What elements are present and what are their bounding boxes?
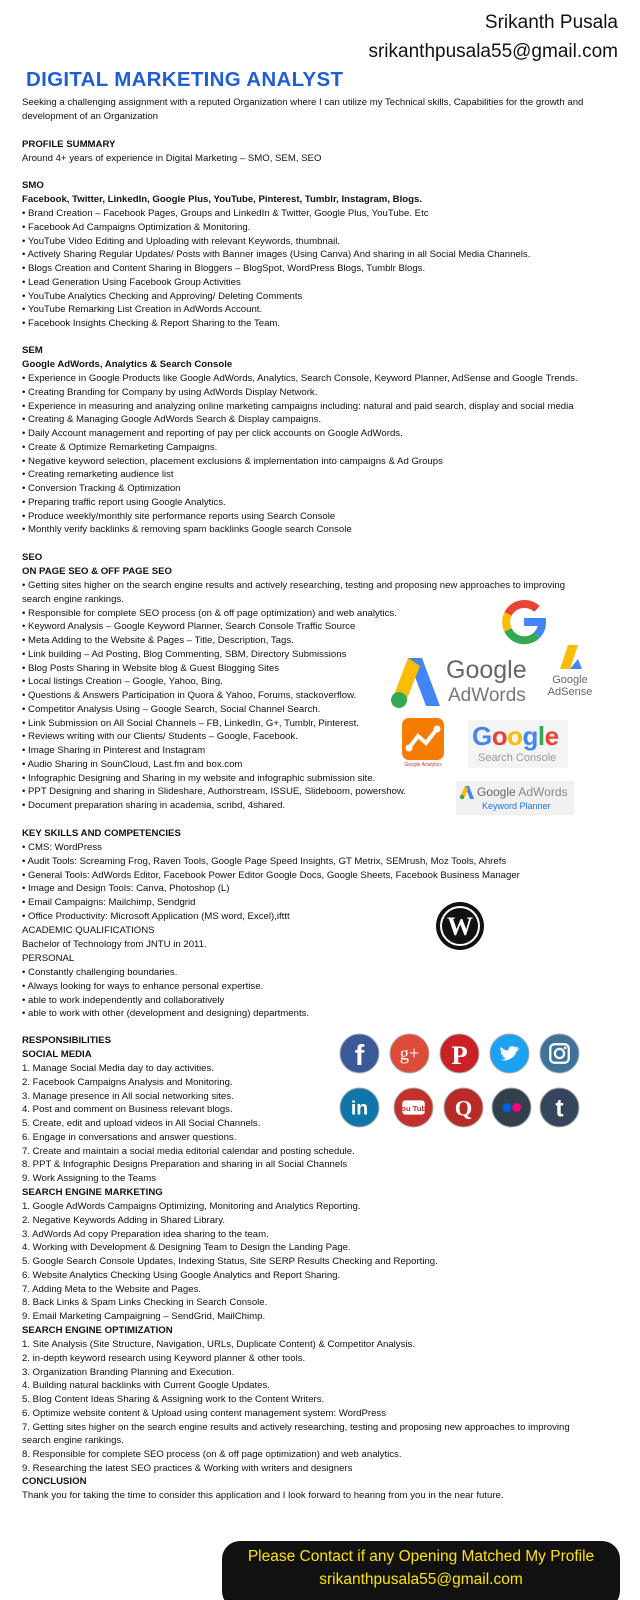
personal-item: • able to work independently and collaboratively bbox=[22, 994, 225, 1006]
contact-footer-banner bbox=[222, 1541, 620, 1600]
google-search-console-logo bbox=[468, 720, 568, 768]
seo-responsibility-item: 1. Site Analysis (Site Structure, Navigation, URLs, Duplicate Content) & Competitor Analysis. bbox=[22, 1339, 415, 1350]
google-adsense-logo bbox=[544, 643, 596, 701]
seo-item: search engine rankings. bbox=[22, 593, 124, 605]
seo-responsibility-item: 7. Getting sites higher on the search engine results and actively researching, testing and proposing new approaches to improving bbox=[22, 1421, 570, 1433]
social-media-item: 5. Create, edit and upload videos in All Social Channels. bbox=[22, 1118, 261, 1129]
footer-email[interactable]: srikanthpusala55@gmail.com bbox=[319, 1571, 523, 1588]
search-console-word-google: Google bbox=[472, 721, 559, 751]
personal-item: • able to work with other (development and designing) departments. bbox=[22, 1008, 310, 1020]
sem-responsibility-item: 3. AdWords Ad copy Preparation idea sharing to the team. bbox=[22, 1228, 269, 1240]
sem-responsibility-item: 6. Website Analytics Checking Using Google Analytics and Report Sharing. bbox=[22, 1269, 341, 1281]
seo-item: • Meta Adding to the Website & Pages – Title, Description, Tags. bbox=[22, 635, 294, 646]
seo-responsibility-item: 3. Organization Branding Planning and Execution. bbox=[22, 1366, 235, 1378]
personal-item: • Constantly challenging boundaries. bbox=[22, 967, 178, 978]
sem-responsibility-item: 7. Adding Meta to the Website and Pages. bbox=[22, 1283, 202, 1295]
google-analytics-logo bbox=[400, 718, 446, 772]
smo-item: • Actively Sharing Regular Updates/ Posts with Banner images (Using Canva) And sharing in all Social Media Channels. bbox=[22, 249, 531, 261]
youtube-icon bbox=[393, 1087, 434, 1128]
linkedin-label: in bbox=[350, 1097, 369, 1120]
adwords-word-google: Google bbox=[446, 656, 527, 684]
instagram-icon bbox=[539, 1033, 580, 1074]
smo-subheading: Facebook, Twitter, LinkedIn, Google Plus, YouTube, Pinterest, Tumblr, Instagram, Blogs. bbox=[22, 194, 422, 205]
sem-responsibilities-heading: SEARCH ENGINE MARKETING bbox=[22, 1187, 163, 1198]
profile-heading: PROFILE SUMMARY bbox=[22, 139, 116, 150]
footer-message: Please Contact if any Opening Matched My Profile bbox=[247, 1548, 595, 1565]
planner-word-adwords: AdWords bbox=[518, 785, 568, 799]
seo-item: • Local listings Creation – Google, Yahoo, Bing. bbox=[22, 676, 223, 688]
seo-item: • PPT Designing and sharing in Slideshare, Authorstream, ISSUE, Slideboom, powershow. bbox=[22, 786, 406, 798]
adwords-word-adwords: AdWords bbox=[448, 685, 526, 706]
seo-item: • Link building – Ad Posting, Blog Commenting, SBM, Directory Submissions bbox=[22, 648, 347, 660]
job-title: DIGITAL MARKETING ANALYST bbox=[26, 68, 344, 91]
objective-line: development of an Organization bbox=[22, 111, 158, 122]
social-media-item: 6. Engage in conversations and answer questions. bbox=[22, 1131, 237, 1143]
sem-item: • Experience in measuring and analyzing online marketing campaigns including: natural and paid search, display and social media bbox=[22, 400, 574, 412]
responsibilities-heading: RESPONSIBILITIES bbox=[22, 1035, 112, 1046]
smo-item: • Facebook Ad Campaigns Optimization & Monitoring. bbox=[22, 221, 251, 233]
adsense-word-adsense: AdSense bbox=[547, 686, 593, 698]
candidate-email[interactable]: srikanthpusala55@gmail.com bbox=[368, 41, 618, 62]
skills-item: • Image and Design Tools: Canva, Photoshop (L) bbox=[22, 883, 230, 895]
facebook-icon bbox=[339, 1033, 380, 1074]
adwords-triangle-icon bbox=[390, 654, 440, 710]
seo-responsibility-item: 6. Optimize website content & Upload using content management system: WordPress bbox=[22, 1407, 387, 1419]
svg-text:f: f bbox=[354, 1039, 365, 1072]
google-plus-icon bbox=[389, 1033, 430, 1074]
youtube-label: You Tube bbox=[396, 1104, 431, 1114]
smo-heading: SMO bbox=[22, 180, 44, 191]
analytics-caption: Google Analytics bbox=[404, 762, 442, 768]
sem-item: • Conversion Tracking & Optimization bbox=[22, 483, 181, 494]
sem-item: • Create & Optimize Remarketing Campaigns. bbox=[22, 441, 218, 453]
smo-item: • YouTube Analytics Checking and Approving/ Deleting Comments bbox=[22, 290, 303, 302]
pinterest-icon bbox=[439, 1033, 480, 1074]
seo-item: • Audio Sharing in SounCloud, Last.fm and box.com bbox=[22, 758, 243, 770]
google-plus-label: g+ bbox=[399, 1043, 420, 1064]
skills-item: • Office Productivity: Microsoft Application (MS word, Excel),ifttt bbox=[22, 910, 290, 922]
linkedin-icon bbox=[339, 1087, 380, 1128]
social-media-item: 2. Facebook Campaigns Analysis and Monitoring. bbox=[22, 1076, 233, 1088]
adsense-word-google: Google bbox=[552, 674, 588, 686]
sem-heading: SEM bbox=[22, 345, 43, 356]
sem-item: • Preparing traffic report using Google Analytics. bbox=[22, 496, 226, 508]
svg-text:W: W bbox=[447, 912, 473, 941]
search-console-word: Search Console bbox=[478, 752, 557, 764]
skills-item: • Email Campaigns: Mailchimp, Sendgrid bbox=[22, 897, 196, 908]
academic-heading: ACADEMIC QUALIFICATIONS bbox=[22, 925, 155, 936]
sem-item: • Negative keyword selection, placement exclusions & implementation into campaigns & Ad Groups bbox=[22, 455, 443, 467]
seo-responsibility-item: 9. Researching the latest SEO practices & Working with writers and designers bbox=[22, 1462, 353, 1474]
sem-item: • Creating remarketing audience list bbox=[22, 469, 174, 481]
conclusion-heading: CONCLUSION bbox=[22, 1476, 87, 1487]
sem-responsibility-item: 9. Email Marketing Campaigning – SendGrid, MailChimp. bbox=[22, 1311, 266, 1322]
adsense-icon bbox=[556, 643, 584, 673]
social-media-item: 8. PPT & Infographic Designs Preparation and sharing in all Social Channels bbox=[22, 1159, 348, 1171]
sem-responsibility-item: 2. Negative Keywords Adding in Shared Library. bbox=[22, 1214, 226, 1226]
sem-subheading: Google AdWords, Analytics & Search Console bbox=[22, 359, 233, 370]
wordpress-icon bbox=[435, 901, 485, 951]
social-media-item: 4. Post and comment on Business relevant blogs. bbox=[22, 1104, 233, 1116]
social-media-item: 3. Manage presence in All social networking sites. bbox=[22, 1090, 234, 1102]
sem-responsibility-item: 1. Google AdWords Campaigns Optimizing, Monitoring and Analytics Reporting. bbox=[22, 1201, 361, 1212]
seo-item: • Getting sites higher on the search engine results and actively researching, testing and proposing new approaches to improving bbox=[22, 580, 566, 591]
google-keyword-planner-logo bbox=[456, 781, 574, 815]
quora-icon bbox=[443, 1087, 484, 1128]
smo-item: • YouTube Video Editing and Uploading with relevant Keywords, thumbnail. bbox=[22, 235, 341, 247]
seo-item: • Link Submission on All Social Channels – FB, LinkedIn, G+, Tumblr, Pinterest. bbox=[22, 717, 359, 729]
keyword-planner-icon bbox=[460, 786, 474, 800]
seo-item: • Reviews writing with our Clients/ Students – Google, Facebook. bbox=[22, 731, 298, 743]
svg-text:Q: Q bbox=[454, 1095, 473, 1121]
planner-word-keyword-planner: Keyword Planner bbox=[482, 801, 551, 811]
sem-responsibility-item: 5. Google Search Console Updates, Indexing Status, Site SERP Results Checking and Reporting. bbox=[22, 1256, 438, 1267]
conclusion-text: Thank you for taking the time to consider this application and I look forward to hearing from you in the near future. bbox=[22, 1490, 504, 1501]
skills-item: • General Tools: AdWords Editor, Facebook Power Editor Google Docs, Google Sheets, Facebook Business Manager bbox=[22, 869, 520, 881]
sem-responsibility-item: 8. Back Links & Spam Links Checking in Search Console. bbox=[22, 1297, 268, 1309]
seo-subheading: ON PAGE SEO & OFF PAGE SEO bbox=[22, 566, 172, 577]
seo-item: • Competitor Analysis Using – Google Search, Social Channel Search. bbox=[22, 703, 321, 715]
personal-item: • Always looking for ways to enhance personal expertise. bbox=[22, 980, 264, 992]
tumblr-icon bbox=[539, 1087, 580, 1128]
svg-text:t: t bbox=[555, 1095, 564, 1123]
seo-item: • Responsible for complete SEO process (on & off page optimization) and web analytics. bbox=[22, 607, 397, 619]
candidate-name: Srikanth Pusala bbox=[484, 12, 618, 33]
smo-item: • Brand Creation – Facebook Pages, Groups and LinkedIn & Twitter, Google Plus, YouTube. Etc bbox=[22, 208, 429, 219]
seo-responsibility-item: search engine rankings. bbox=[22, 1435, 124, 1447]
seo-responsibility-item: 2. in-depth keyword research using Keyword planner & other tools. bbox=[22, 1352, 306, 1364]
google-adwords-logo bbox=[390, 652, 530, 712]
seo-item: • Questions & Answers Participation in Quora & Yahoo, Forums, stackoverflow. bbox=[22, 690, 357, 701]
social-media-item: 7. Create and maintain a social media editorial calendar and posting schedule. bbox=[22, 1145, 355, 1157]
skills-heading: KEY SKILLS AND COMPETENCIES bbox=[22, 828, 181, 839]
academic-text: Bachelor of Technology from JNTU in 2011. bbox=[22, 939, 207, 950]
seo-responsibility-item: 4. Building natural backlinks with Current Google Updates. bbox=[22, 1380, 270, 1392]
planner-word-google: Google bbox=[477, 785, 516, 799]
seo-item: • Keyword Analysis – Google Keyword Planner, Search Console Traffic Source bbox=[22, 621, 356, 633]
sem-item: • Daily Account management and reporting of pay per click accounts on Google AdWords. bbox=[22, 428, 403, 439]
google-g-logo-icon bbox=[500, 598, 548, 646]
analytics-icon bbox=[402, 718, 444, 760]
seo-responsibility-item: 5. Blog Content Ideas Sharing & Assigning work to the Content Writers. bbox=[22, 1394, 325, 1405]
social-media-heading: SOCIAL MEDIA bbox=[22, 1049, 92, 1060]
seo-responsibility-item: 8. Responsible for complete SEO process (on & off page optimization) and web analytics. bbox=[22, 1449, 402, 1460]
seo-heading: SEO bbox=[22, 552, 43, 563]
svg-text:P: P bbox=[451, 1039, 468, 1070]
personal-heading: PERSONAL bbox=[22, 953, 75, 964]
sem-item: • Produce weekly/monthly site performance reports using Search Console bbox=[22, 510, 336, 522]
sem-item: • Monthly verify backlinks & removing spam backlinks Google search Console bbox=[22, 524, 352, 536]
social-media-item: 1. Manage Social Media day to day activities. bbox=[22, 1063, 214, 1074]
social-media-item: 9. Work Assigning to the Teams bbox=[22, 1173, 157, 1184]
smo-item: • YouTube Remarking List Creation in AdWords Account. bbox=[22, 304, 263, 316]
keyword-planner-brand bbox=[477, 785, 568, 799]
skills-item: • CMS: WordPress bbox=[22, 842, 102, 853]
objective-line: Seeking a challenging assignment with a reputed Organization where I can utilize my Technical skills, Capabilities for the growth and bbox=[22, 97, 584, 108]
smo-item: • Facebook Insights Checking & Report Sharing to the Team. bbox=[22, 318, 281, 329]
sem-item: • Experience in Google Products like Google AdWords, Analytics, Search Console, Keyword Planner, AdSense and Google Trends. bbox=[22, 373, 578, 384]
smo-item: • Blogs Creation and Content Sharing in Bloggers – BlogSpot, WordPress Blogs, Tumblr Blogs. bbox=[22, 263, 426, 274]
skills-item: • Audit Tools: Screaming Frog, Raven Tools, Google Page Speed Insights, GT Metrix, SEMrush, Moz Tools, Ahrefs bbox=[22, 855, 507, 867]
seo-item: • Document preparation sharing in academia, scribd, 4shared. bbox=[22, 800, 286, 811]
seo-responsibilities-heading: SEARCH ENGINE OPTIMIZATION bbox=[22, 1325, 173, 1336]
profile-text: Around 4+ years of experience in Digital Marketing – SMO, SEM, SEO bbox=[22, 153, 322, 164]
twitter-icon bbox=[489, 1033, 530, 1074]
sem-item: • Creating Branding for Company by using AdWords Display Network. bbox=[22, 386, 318, 398]
flickr-icon bbox=[491, 1087, 532, 1128]
sem-item: • Creating & Managing Google AdWords Search & Display campaigns. bbox=[22, 414, 322, 426]
smo-item: • Lead Generation Using Facebook Group Activities bbox=[22, 276, 241, 288]
seo-item: • Infographic Designing and Sharing in my website and infographic submission site. bbox=[22, 772, 376, 784]
seo-item: • Blog Posts Sharing in Website blog & Guest Blogging Sites bbox=[22, 662, 280, 674]
sem-responsibility-item: 4. Working with Development & Designing Team to Design the Landing Page. bbox=[22, 1242, 351, 1254]
seo-item: • Image Sharing in Pinterest and Instagram bbox=[22, 745, 206, 756]
